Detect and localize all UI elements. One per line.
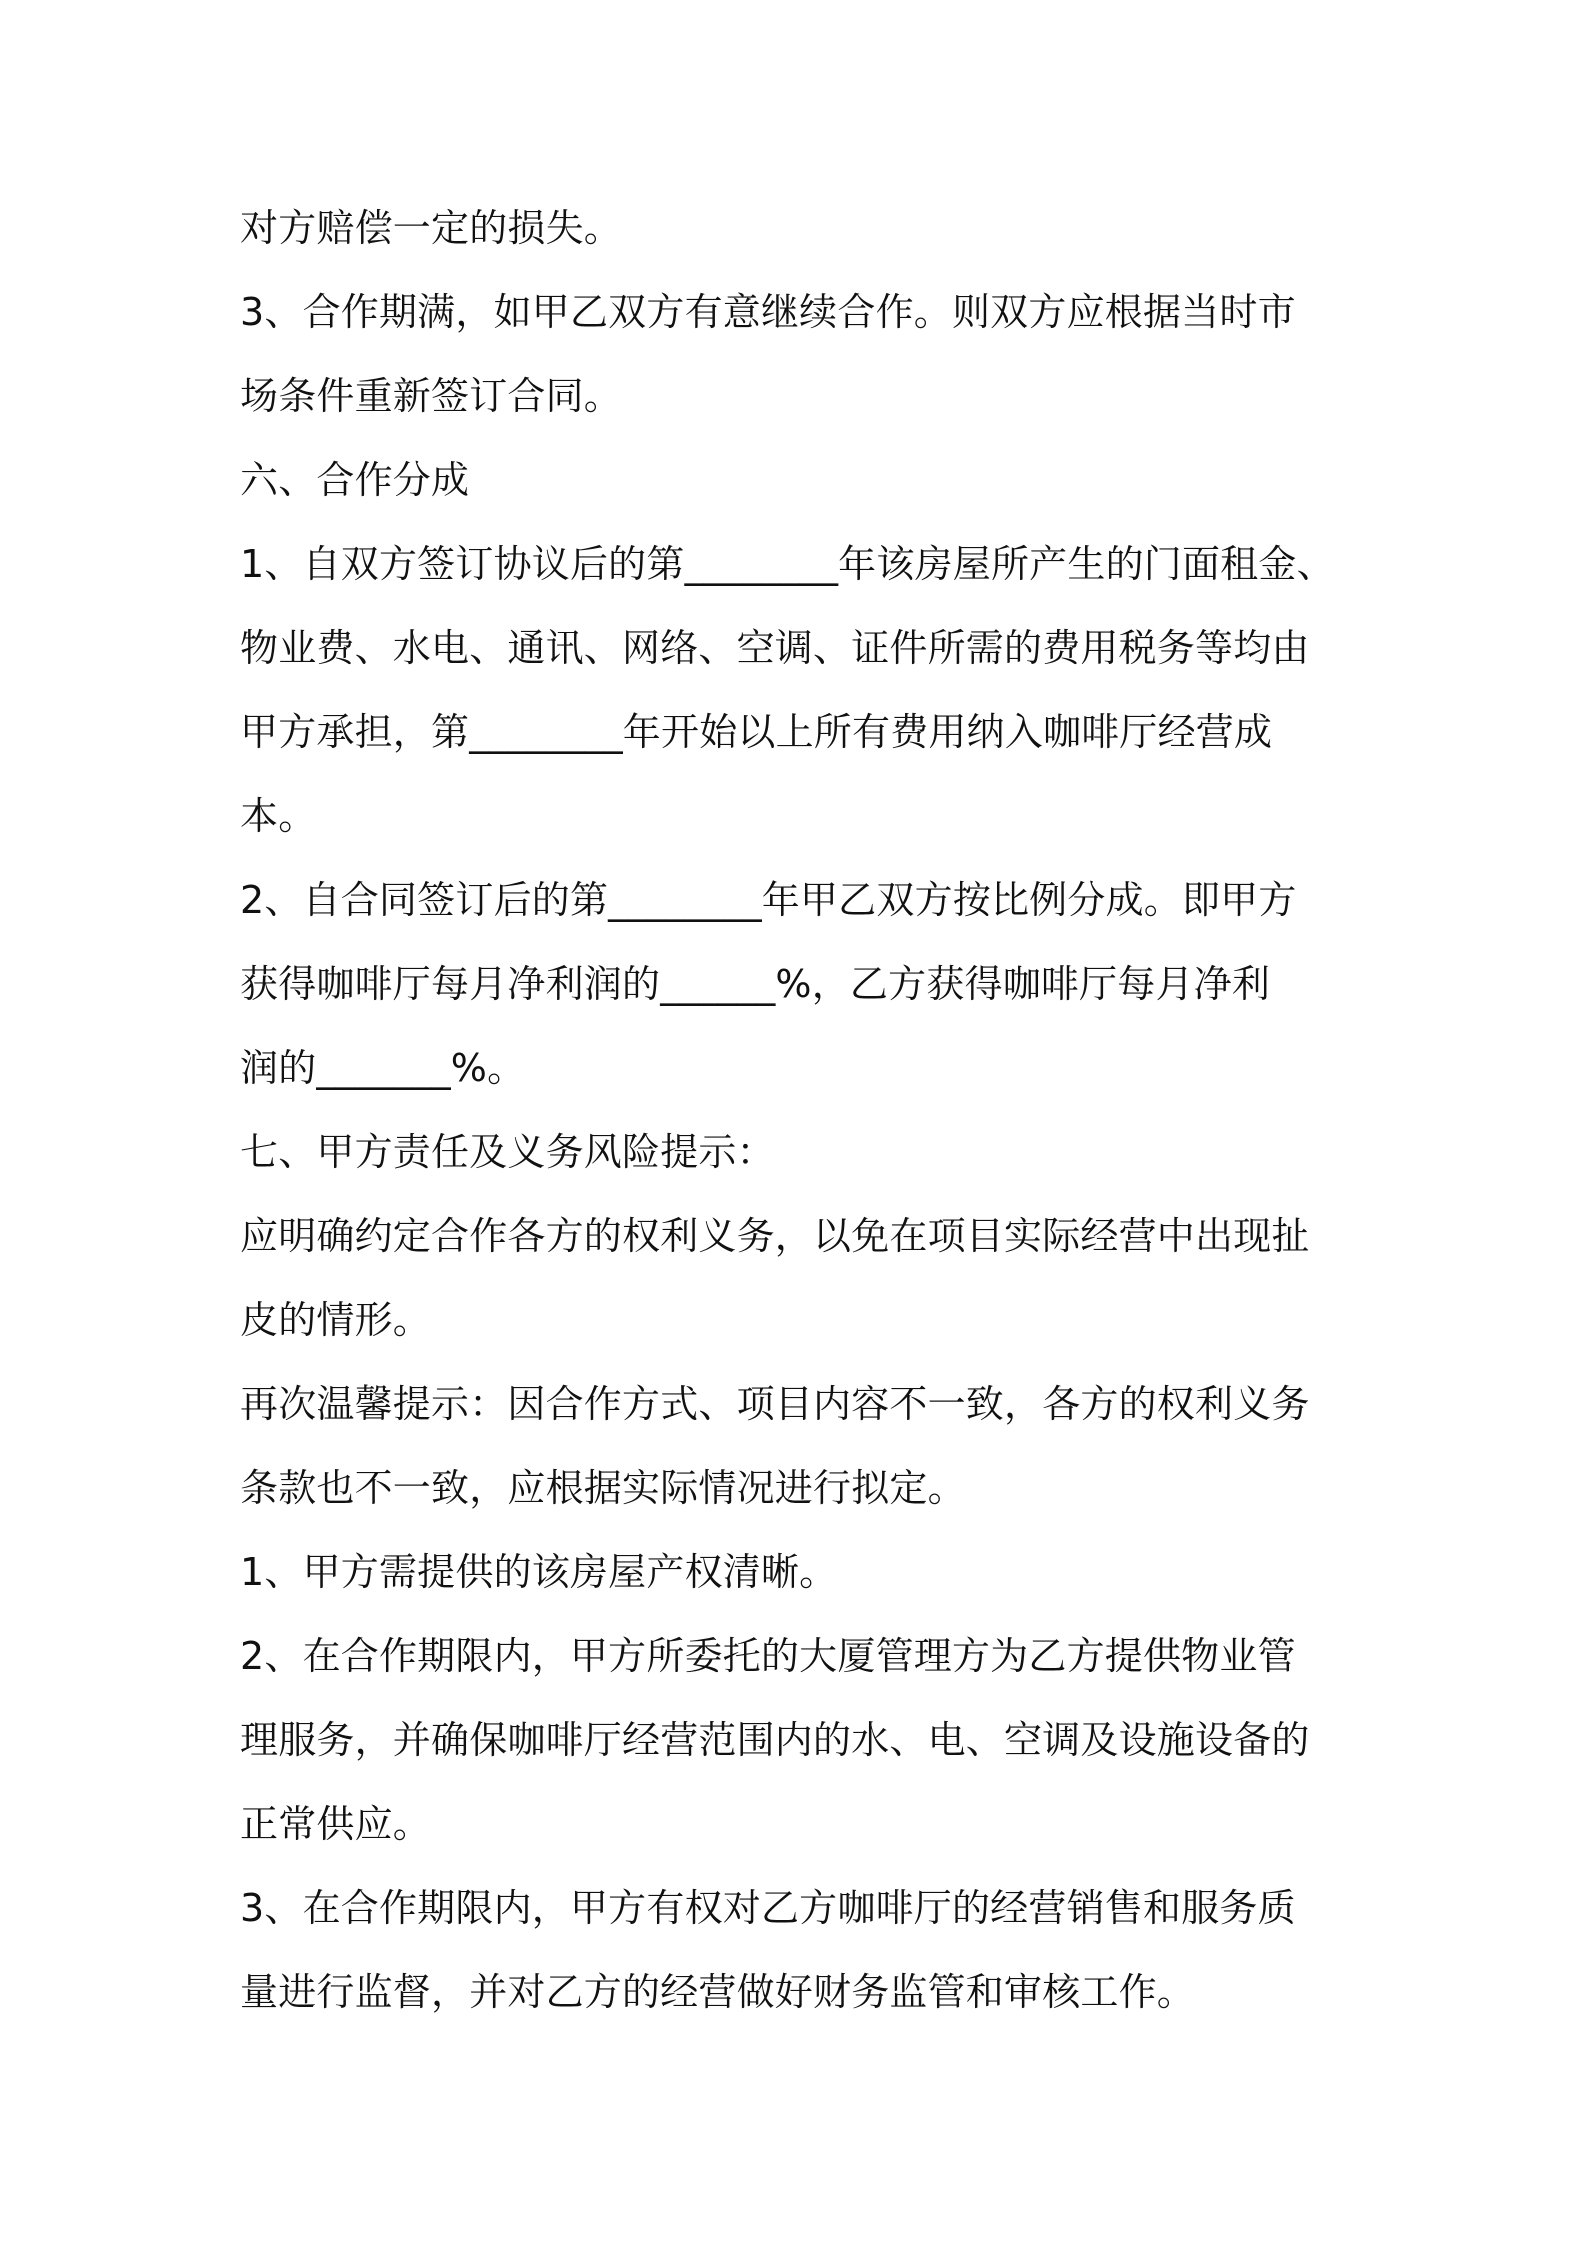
text-line: 2、自合同签订后的第________年甲乙双方按比例分成。即甲方 (240, 878, 1297, 922)
text-line: 1、甲方需提供的该房屋产权清晰。 (240, 1550, 838, 1594)
section-heading: 六、合作分成 (240, 458, 470, 502)
text-line: 皮的情形。 (240, 1298, 432, 1342)
text-line: 理服务，并确保咖啡厅经营范围内的水、电、空调及设施设备的 (240, 1718, 1310, 1762)
text-line: 甲方承担，第________年开始以上所有费用纳入咖啡厅经营成 (240, 710, 1273, 754)
text-line: 获得咖啡厅每月净利润的______%，乙方获得咖啡厅每月净利 (240, 962, 1271, 1006)
text-line: 正常供应。 (240, 1802, 432, 1846)
text-line: 量进行监督，并对乙方的经营做好财务监管和审核工作。 (240, 1970, 1196, 2014)
text-line: 2、在合作期限内，甲方所委托的大厦管理方为乙方提供物业管 (240, 1634, 1296, 1678)
text-line: 润的_______%。 (240, 1046, 526, 1090)
document-body (240, 186, 1370, 2034)
text-line: 3、合作期满，如甲乙双方有意继续合作。则双方应根据当时市 (240, 290, 1296, 334)
text-line: 本。 (240, 794, 317, 838)
text-line: 物业费、水电、通讯、网络、空调、证件所需的费用税务等均由 (240, 626, 1310, 670)
text-line: 条款也不一致，应根据实际情况进行拟定。 (240, 1466, 966, 1510)
text-line: 1、自双方签订协议后的第________年该房屋所产生的门面租金、 (240, 542, 1335, 586)
text-line: 场条件重新签订合同。 (240, 374, 623, 418)
section-heading: 七、甲方责任及义务风险提示： (240, 1130, 775, 1174)
text-line: 3、在合作期限内，甲方有权对乙方咖啡厅的经营销售和服务质 (240, 1886, 1296, 1930)
text-line: 再次温馨提示：因合作方式、项目内容不一致，各方的权利义务 (240, 1382, 1310, 1426)
text-line: 应明确约定合作各方的权利义务，以免在项目实际经营中出现扯 (240, 1214, 1310, 1258)
text-line: 对方赔偿一定的损失。 (240, 206, 623, 250)
